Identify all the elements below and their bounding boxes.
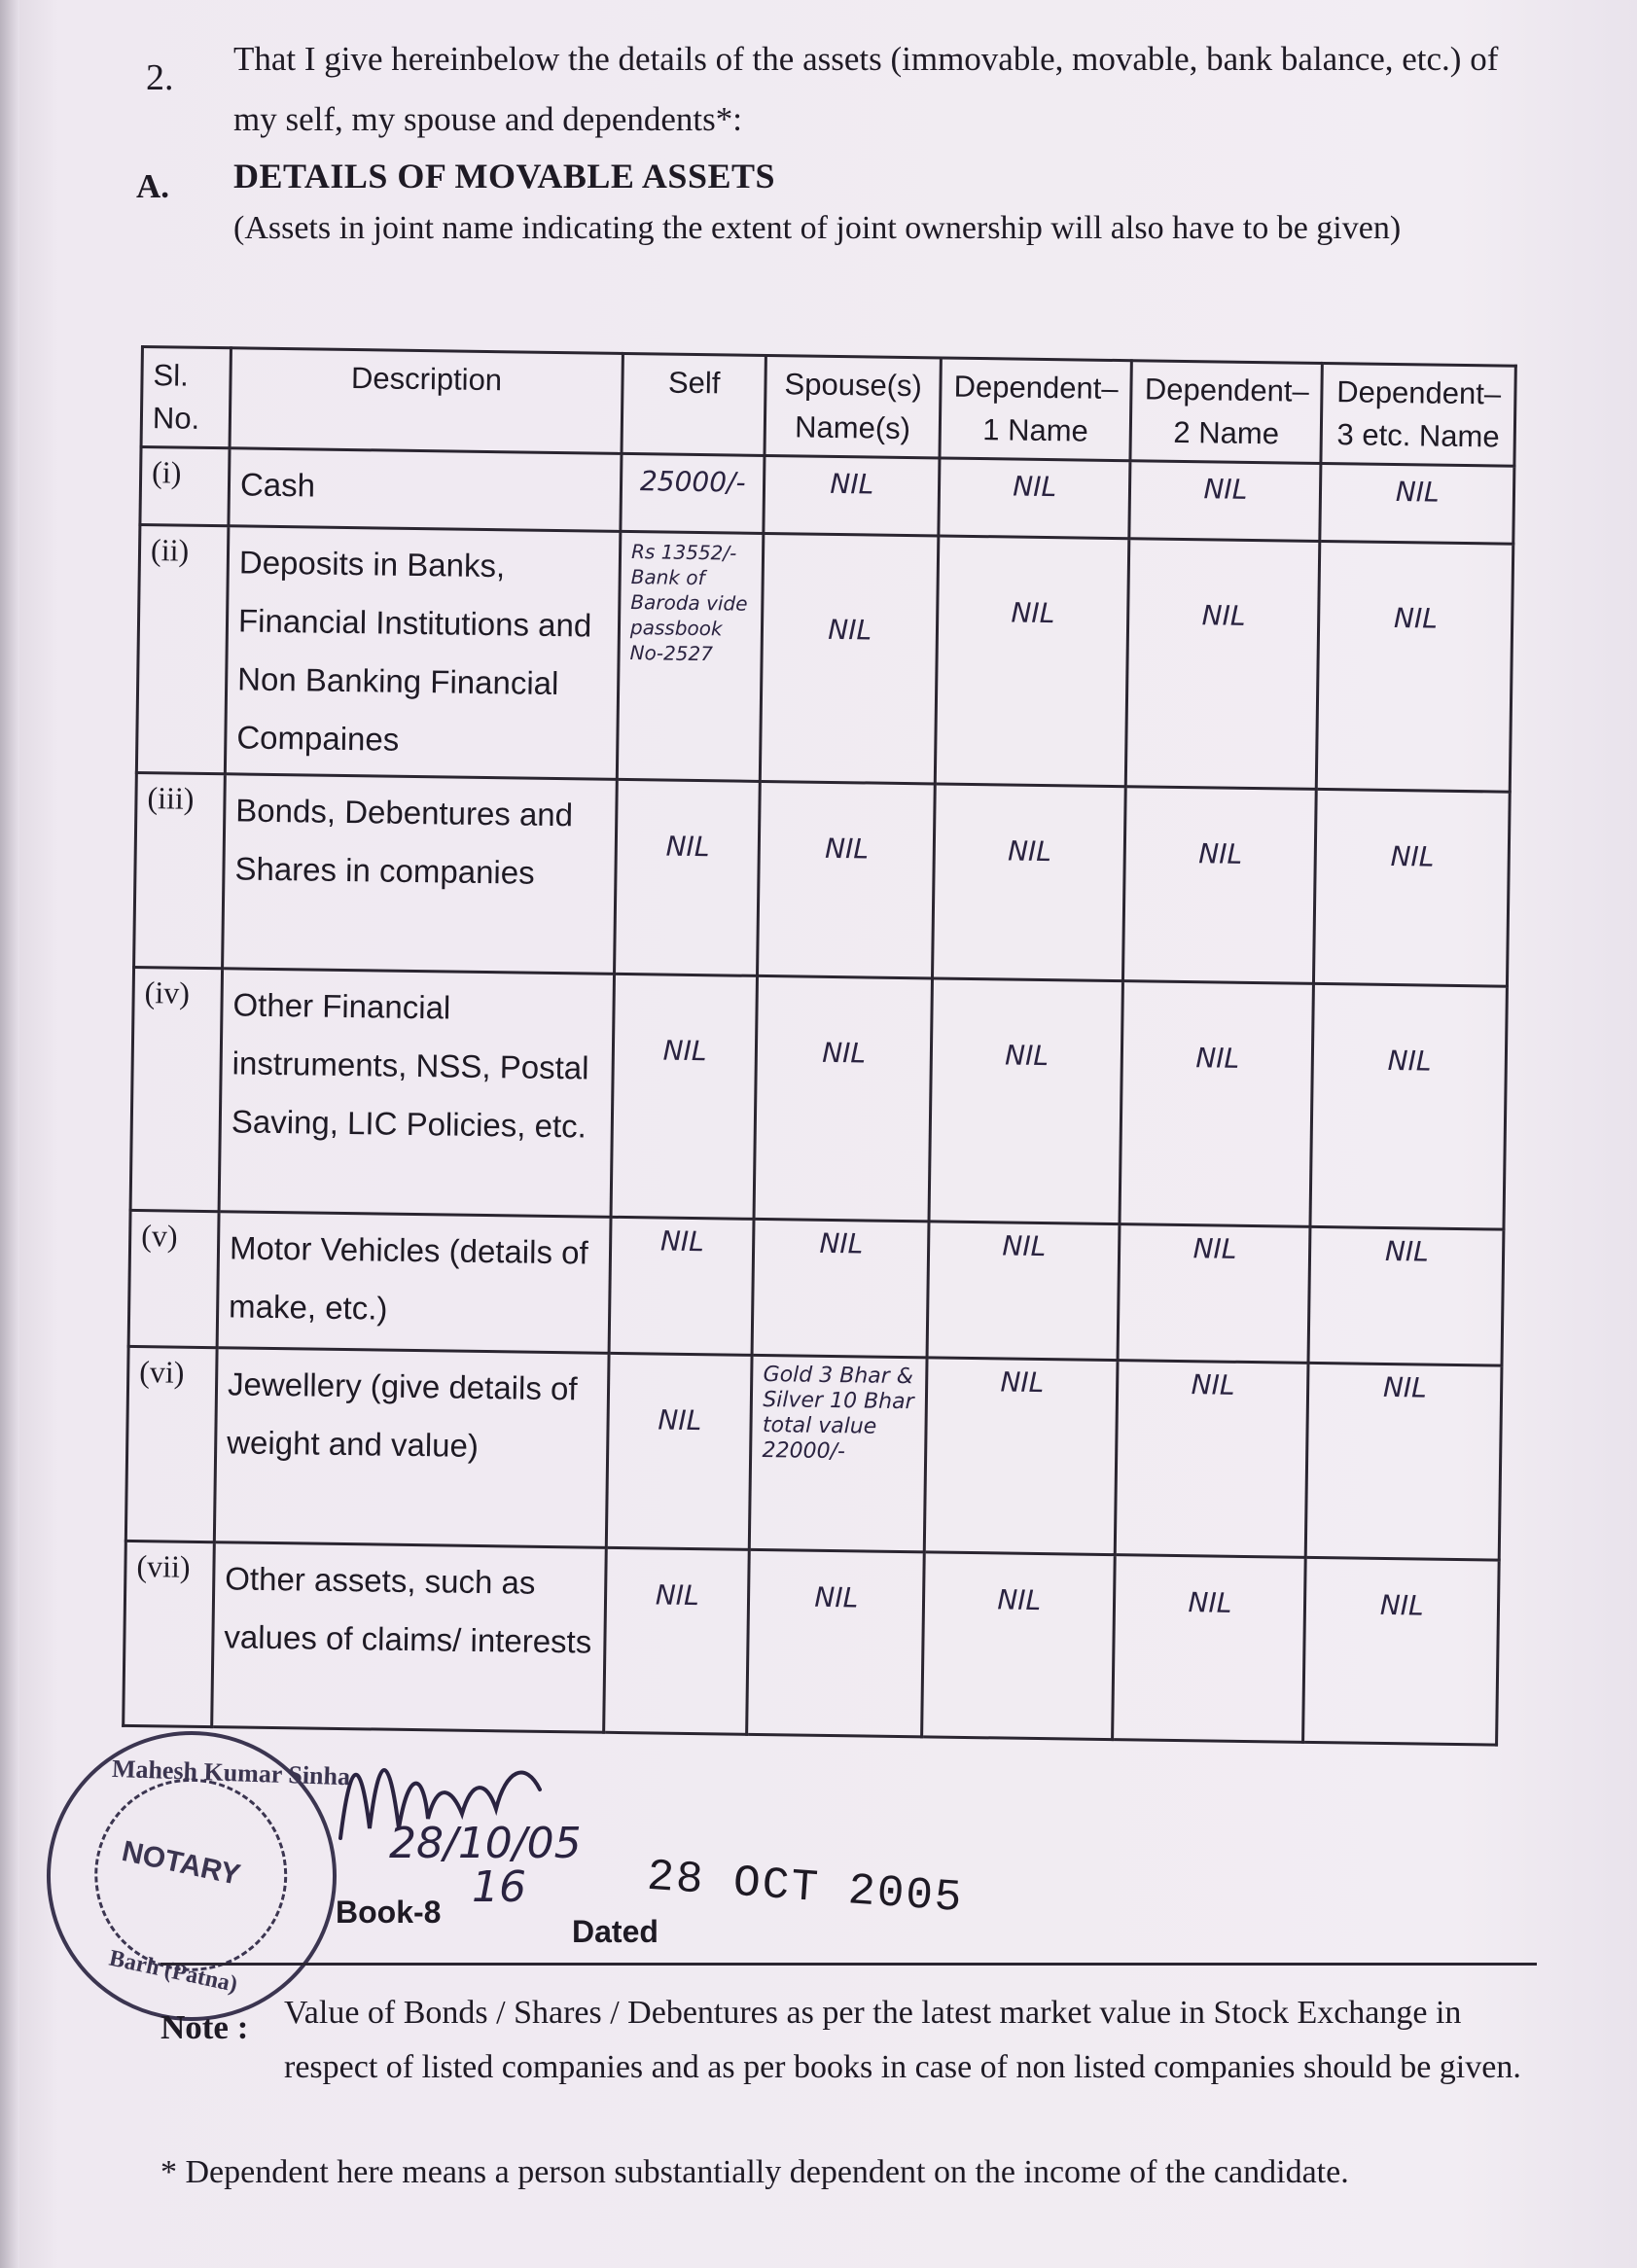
header-self: Self	[622, 353, 766, 455]
row-spouse: Gold 3 Bhar & Silver 10 Bhar total value 22000/-	[750, 1355, 927, 1551]
row-dependent-2: NIL	[1120, 981, 1314, 1227]
row-sl: (iii)	[134, 772, 226, 968]
book-number: 16	[472, 1862, 526, 1912]
paragraph-number: 2.	[146, 57, 174, 98]
handwritten-signature	[331, 1721, 642, 1867]
row-description: Cash	[229, 448, 622, 532]
header-spouse: Spouse(s) Name(s)	[765, 355, 941, 457]
row-description: Jewellery (give details of weight and value)	[214, 1348, 609, 1548]
stamp-place: Barh (Patna)	[106, 1945, 240, 1998]
row-dependent-1: NIL	[927, 1222, 1120, 1361]
row-dependent-1: NIL	[933, 784, 1126, 981]
row-dependent-3: NIL	[1303, 1557, 1499, 1745]
header-sl-no: Sl. No.	[141, 347, 231, 448]
row-self: NIL	[609, 1217, 754, 1355]
note-text: Value of Bonds / Shares / Debentures as per the latest market value in Stock Exchange in respect of listed companies and as per books in case of non listed companies should be given.	[284, 1995, 1521, 2085]
divider	[160, 1963, 1537, 1966]
footnote: * Dependent here means a person substantially dependent on the income of the candidate.	[160, 2154, 1349, 2190]
row-description: Bonds, Debentures and Shares in companies	[223, 774, 618, 975]
row-dependent-2: NIL	[1129, 461, 1321, 542]
row-dependent-3: NIL	[1320, 463, 1514, 544]
row-dependent-1: NIL	[935, 536, 1129, 787]
row-dependent-3: NIL	[1317, 541, 1513, 792]
table-row	[134, 772, 1511, 986]
book-label: Book-8	[336, 1895, 442, 1930]
row-dependent-2: NIL	[1118, 1224, 1310, 1364]
row-dependent-3: NIL	[1308, 1226, 1503, 1365]
stamp-name: Mahesh Kumar Sinha	[111, 1754, 351, 1791]
table-row	[136, 525, 1512, 793]
date-stamp: 28 OCT 2005	[645, 1851, 966, 1925]
row-dependent-1: NIL	[929, 978, 1123, 1224]
stamp-center-label: NOTARY	[119, 1834, 243, 1892]
table-row	[130, 967, 1507, 1229]
row-sl: (vii)	[124, 1541, 215, 1726]
table-row	[128, 1210, 1504, 1365]
row-dependent-2: NIL	[1115, 1361, 1308, 1558]
movable-assets-table	[122, 345, 1517, 1747]
row-dependent-3: NIL	[1306, 1363, 1502, 1560]
header-dependent-2: Dependent–2 Name	[1130, 361, 1323, 464]
header-dependent-3: Dependent–3 etc. Name	[1321, 363, 1515, 466]
note-label: Note :	[160, 2008, 249, 2046]
row-dependent-2: NIL	[1126, 539, 1321, 790]
row-self: NIL	[615, 779, 761, 975]
row-dependent-1: NIL	[939, 458, 1130, 539]
section-letter: A.	[136, 167, 170, 205]
header-description: Description	[230, 348, 623, 454]
row-self: NIL	[611, 974, 758, 1219]
row-description: Deposits in Banks, Financial Institutions and Non Banking Financial Compaines	[225, 526, 621, 780]
row-description: Other assets, such as values of claims/ interests	[212, 1542, 607, 1733]
row-spouse: NIL	[754, 975, 932, 1221]
row-spouse: NIL	[747, 1549, 924, 1736]
row-dependent-3: NIL	[1314, 789, 1510, 986]
row-sl: (ii)	[136, 525, 229, 774]
row-sl: (iv)	[130, 967, 222, 1211]
row-dependent-1: NIL	[922, 1552, 1116, 1740]
row-spouse: NIL	[758, 781, 935, 977]
row-dependent-3: NIL	[1310, 983, 1507, 1229]
dated-label: Dated	[572, 1914, 658, 1949]
section-subtitle: (Assets in joint name indicating the extent of joint ownership will also have to be given)	[233, 210, 1402, 246]
row-self: NIL	[604, 1547, 750, 1734]
table-row	[124, 1541, 1500, 1745]
row-dependent-1: NIL	[924, 1358, 1118, 1555]
row-spouse: NIL	[752, 1219, 929, 1357]
row-self: Rs 13552/- Bank of Baroda vide passbook No-2527	[617, 531, 764, 781]
row-self: NIL	[606, 1353, 752, 1549]
header-dependent-1: Dependent–1 Name	[940, 358, 1132, 461]
row-description: Other Financial instruments, NSS, Postal Saving, LIC Policies, etc.	[219, 969, 614, 1218]
row-description: Motor Vehicles (details of make, etc.)	[217, 1212, 611, 1354]
row-sl: (v)	[128, 1210, 219, 1347]
row-spouse: NIL	[761, 533, 939, 783]
row-spouse: NIL	[764, 455, 940, 536]
table-header-row	[141, 347, 1515, 467]
row-sl: (vi)	[125, 1346, 217, 1542]
row-dependent-2: NIL	[1123, 787, 1317, 984]
signature-date: 28/10/05	[389, 1819, 582, 1867]
page-edge-shadow	[0, 0, 19, 2268]
section-title: DETAILS OF MOVABLE ASSETS	[233, 157, 776, 195]
row-self: 25000/-	[621, 453, 765, 533]
row-sl: (i)	[140, 447, 230, 526]
paragraph-text: That I give hereinbelow the details of the assets (immovable, movable, bank balance, etc.) of my self, my spouse and dependents*:	[233, 40, 1499, 138]
row-dependent-2: NIL	[1113, 1555, 1306, 1743]
table-row	[125, 1346, 1502, 1560]
